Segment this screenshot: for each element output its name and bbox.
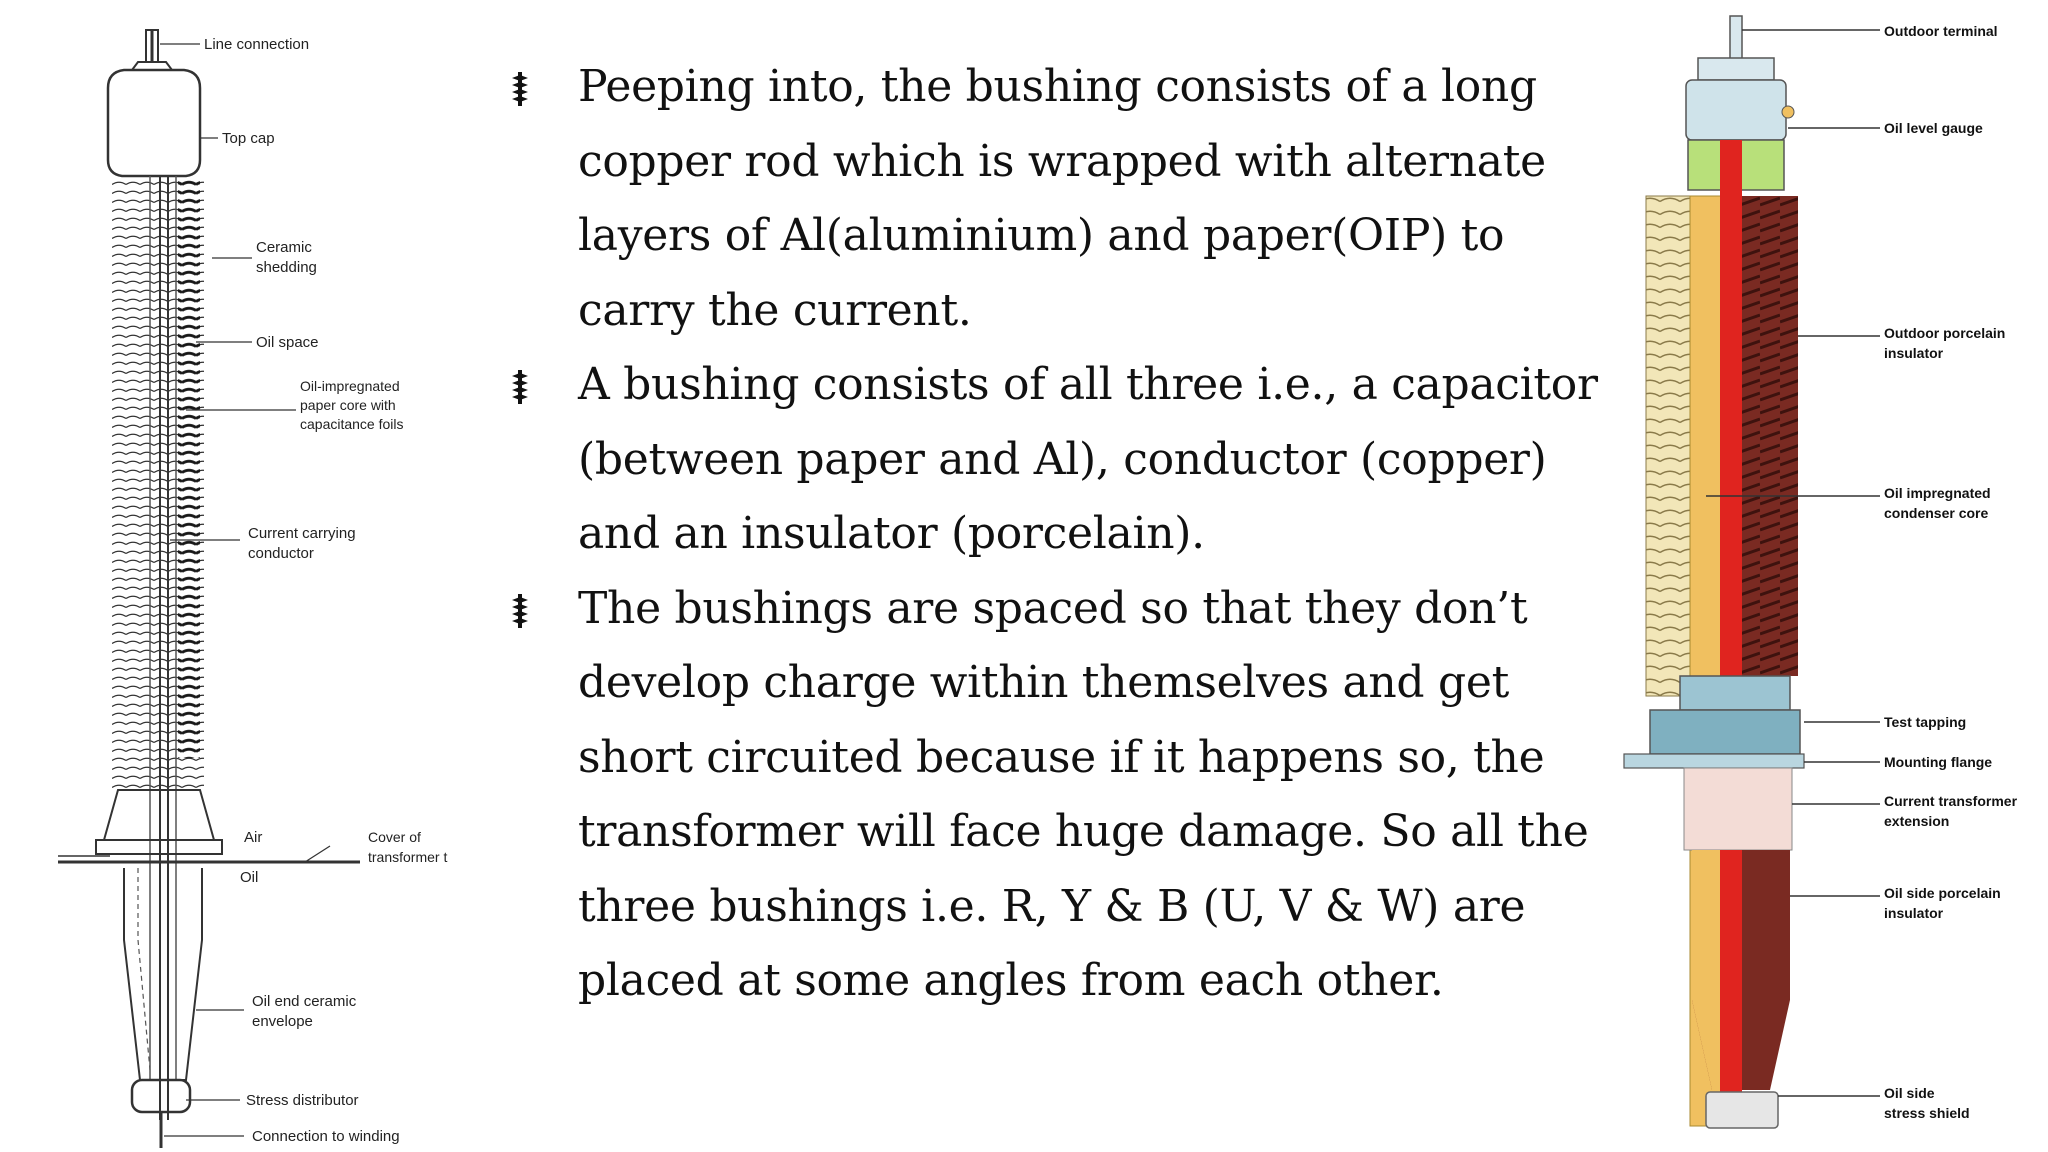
head-housing bbox=[1686, 80, 1786, 140]
mounting-flange-shape bbox=[1650, 710, 1800, 754]
label-outdoor-porcelain-2: insulator bbox=[1884, 345, 1944, 361]
label-condenser-core-2: condenser core bbox=[1884, 505, 1989, 521]
label-connection-winding: Connection to winding bbox=[252, 1128, 400, 1145]
label-ceramic-shedding-1: Ceramic bbox=[256, 239, 312, 256]
label-stress-shield-1: Oil side bbox=[1884, 1085, 1935, 1101]
bullet-item bbox=[510, 572, 1610, 1019]
bullet-icon bbox=[510, 348, 578, 409]
bullet-list bbox=[510, 50, 1610, 1019]
label-oil-space: Oil space bbox=[256, 334, 319, 351]
label-test-tapping: Test tapping bbox=[1884, 714, 1967, 730]
label-oip-core-3: capacitance foils bbox=[300, 416, 404, 432]
label-air: Air bbox=[244, 829, 263, 846]
label-oil: Oil bbox=[240, 869, 259, 886]
label-top-cap: Top cap bbox=[222, 130, 275, 147]
left-bushing-diagram bbox=[0, 0, 480, 1152]
stress-shield-shape bbox=[1706, 1092, 1778, 1128]
bullet-item bbox=[510, 50, 1610, 348]
label-conductor-1: Current carrying bbox=[248, 525, 356, 542]
bullet-item bbox=[510, 348, 1610, 572]
label-outdoor-porcelain-1: Outdoor porcelain bbox=[1884, 325, 2006, 341]
label-cover-2: transformer t bbox=[368, 849, 448, 865]
label-ct-extension-1: Current transformer bbox=[1884, 793, 2018, 809]
label-outdoor-terminal: Outdoor terminal bbox=[1884, 23, 1998, 39]
right-bushing-diagram bbox=[1620, 0, 2040, 1152]
label-oil-end-1: Oil end ceramic bbox=[252, 993, 357, 1010]
top-cap-shape bbox=[108, 70, 200, 176]
label-stress-shield-2: stress shield bbox=[1884, 1105, 1970, 1121]
label-oil-side-porcelain-2: insulator bbox=[1884, 905, 1944, 921]
bullet-icon bbox=[510, 572, 578, 633]
label-oil-level-gauge: Oil level gauge bbox=[1884, 120, 1983, 136]
label-mounting-flange: Mounting flange bbox=[1884, 754, 1993, 770]
label-ceramic-shedding-2: shedding bbox=[256, 259, 317, 276]
label-oil-end-2: envelope bbox=[252, 1013, 313, 1030]
bullet-icon bbox=[510, 50, 578, 111]
label-oip-core-1: Oil-impregnated bbox=[300, 378, 400, 394]
label-ct-extension-2: extension bbox=[1884, 813, 1950, 829]
label-line-connection: Line connection bbox=[204, 36, 310, 53]
bullet-text: A bushing consists of all three i.e., a capacitor (between paper and Al), conductor (copper) and an insulator (porcelain). bbox=[578, 359, 1598, 559]
label-conductor-2: conductor bbox=[248, 545, 314, 562]
label-cover-1: Cover of bbox=[368, 829, 421, 845]
label-condenser-core-1: Oil impregnated bbox=[1884, 485, 1991, 501]
bullet-text: Peeping into, the bushing consists of a long copper rod which is wrapped with alternate layers of Al(aluminium) and paper(OIP) to carry the current. bbox=[578, 61, 1546, 336]
label-oil-side-porcelain-1: Oil side porcelain bbox=[1884, 885, 2001, 901]
label-stress-distributor: Stress distributor bbox=[246, 1092, 359, 1109]
ct-extension-shape bbox=[1684, 768, 1792, 850]
label-oip-core-2: paper core with bbox=[300, 397, 396, 413]
bullet-text: The bushings are spaced so that they don’t develop charge within themselves and get short circuited because if it happens so, the transformer will face huge damage. So all the three bushings i.e. R, Y & B (U, V & W) are placed at some angles from each other. bbox=[578, 582, 1589, 1006]
